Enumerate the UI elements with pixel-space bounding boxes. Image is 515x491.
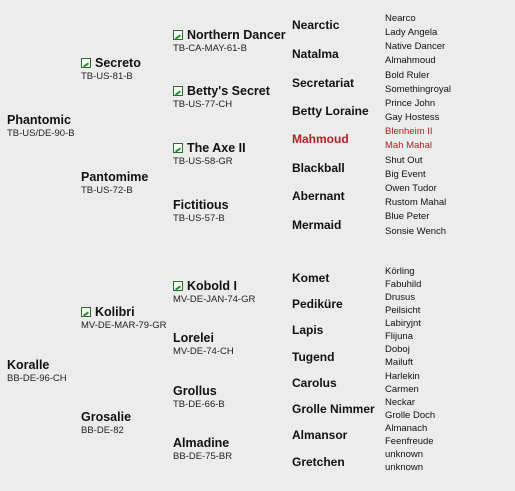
- horse-name[interactable]: Carmen: [385, 384, 419, 395]
- chart-icon[interactable]: [173, 86, 183, 96]
- horse-code: TB-US-57-B: [173, 213, 225, 224]
- chart-icon[interactable]: [173, 143, 183, 153]
- horse-name[interactable]: Grolle Nimmer: [292, 402, 375, 416]
- horse-name[interactable]: Blackball: [292, 161, 345, 175]
- horse-code: TB-US-58-GR: [173, 156, 233, 167]
- horse-name[interactable]: Doboj: [385, 344, 410, 355]
- horse-name[interactable]: Native Dancer: [385, 41, 446, 52]
- horse-name-highlighted[interactable]: Mah Mahal: [385, 140, 432, 151]
- horse-name[interactable]: Sonsie Wench: [385, 226, 447, 237]
- horse-name[interactable]: Abernant: [292, 189, 345, 203]
- horse-name[interactable]: Tugend: [292, 350, 335, 364]
- horse-name-kolibri[interactable]: Kolibri: [81, 305, 135, 319]
- horse-name[interactable]: Feenfreude: [385, 436, 434, 447]
- horse-name[interactable]: Komet: [292, 271, 330, 285]
- horse-code: TB-US-81-B: [81, 71, 133, 82]
- horse-name[interactable]: Pediküre: [292, 297, 343, 311]
- horse-name[interactable]: Drusus: [385, 292, 416, 303]
- horse-name[interactable]: Flijuna: [385, 331, 413, 342]
- horse-name[interactable]: Betty Loraine: [292, 104, 369, 118]
- horse-name[interactable]: Prince John: [385, 98, 436, 109]
- chart-icon[interactable]: [173, 281, 183, 291]
- chart-icon[interactable]: [81, 307, 91, 317]
- horse-name-northern-dancer[interactable]: Northern Dancer: [173, 28, 286, 42]
- horse-name[interactable]: Gretchen: [292, 455, 345, 469]
- horse-name[interactable]: Rustom Mahal: [385, 197, 447, 208]
- horse-name-secreto[interactable]: Secreto: [81, 56, 141, 70]
- horse-name[interactable]: Almansor: [292, 428, 348, 442]
- chart-icon[interactable]: [173, 30, 183, 40]
- horse-name[interactable]: unknown: [385, 449, 424, 460]
- horse-name-bettys-secret[interactable]: Betty's Secret: [173, 84, 270, 98]
- horse-name[interactable]: Körling: [385, 266, 415, 277]
- horse-name-fictitious[interactable]: Fictitious: [173, 198, 229, 212]
- horse-name-grosalie[interactable]: Grosalie: [81, 410, 132, 424]
- horse-name[interactable]: Blue Peter: [385, 211, 430, 222]
- horse-name[interactable]: Neckar: [385, 397, 416, 408]
- horse-name[interactable]: Somethingroyal: [385, 84, 452, 95]
- horse-name[interactable]: Mailuft: [385, 357, 413, 368]
- horse-name-phantomic[interactable]: Phantomic: [7, 113, 71, 127]
- horse-name[interactable]: Fabuhild: [385, 279, 422, 290]
- horse-code: MV-DE-JAN-74-GR: [173, 294, 256, 305]
- horse-name[interactable]: Natalma: [292, 47, 339, 61]
- horse-name[interactable]: Nearco: [385, 13, 416, 24]
- horse-name[interactable]: Big Event: [385, 169, 426, 180]
- horse-name[interactable]: unknown: [385, 462, 424, 473]
- horse-name-highlighted[interactable]: Blenheim II: [385, 126, 433, 137]
- horse-name-koralle[interactable]: Koralle: [7, 358, 50, 372]
- horse-name[interactable]: Mermaid: [292, 218, 342, 232]
- horse-code: MV-DE-MAR-79-GR: [81, 320, 167, 331]
- chart-icon[interactable]: [81, 58, 91, 68]
- horse-name[interactable]: Grolle Doch: [385, 410, 436, 421]
- horse-name-lorelei[interactable]: Lorelei: [173, 331, 214, 345]
- horse-name[interactable]: Shut Out: [385, 155, 423, 166]
- horse-code: TB-US-77-CH: [173, 99, 233, 110]
- horse-name[interactable]: Harlekin: [385, 371, 420, 382]
- horse-name-grollus[interactable]: Grollus: [173, 384, 217, 398]
- horse-name-almadine[interactable]: Almadine: [173, 436, 230, 450]
- horse-code: TB-CA-MAY-61-B: [173, 43, 247, 54]
- horse-name[interactable]: Almahmoud: [385, 55, 436, 66]
- horse-name[interactable]: Secretariat: [292, 76, 355, 90]
- horse-code: BB-DE-75-BR: [173, 451, 233, 462]
- horse-name-kobold-i[interactable]: Kobold I: [173, 279, 237, 293]
- horse-code: TB-US/DE-90-B: [7, 128, 75, 139]
- horse-code: TB-US-72-B: [81, 185, 133, 196]
- horse-code: BB-DE-82: [81, 425, 124, 436]
- horse-name-pantomime[interactable]: Pantomime: [81, 170, 149, 184]
- horse-name[interactable]: Nearctic: [292, 18, 340, 32]
- horse-name[interactable]: Peilsicht: [385, 305, 421, 316]
- horse-name[interactable]: Lady Angela: [385, 27, 438, 38]
- horse-name[interactable]: Lapis: [292, 323, 324, 337]
- horse-code: MV-DE-74-CH: [173, 346, 234, 357]
- horse-name[interactable]: Almanach: [385, 423, 428, 434]
- horse-name[interactable]: Carolus: [292, 376, 337, 390]
- horse-code: BB-DE-96-CH: [7, 373, 67, 384]
- horse-name[interactable]: Bold Ruler: [385, 70, 430, 81]
- horse-name-highlighted[interactable]: Mahmoud: [292, 132, 349, 146]
- horse-name[interactable]: Labiryjnt: [385, 318, 421, 329]
- horse-name-the-axe-ii[interactable]: The Axe II: [173, 141, 246, 155]
- horse-name[interactable]: Owen Tudor: [385, 183, 437, 194]
- horse-name[interactable]: Gay Hostess: [385, 112, 440, 123]
- horse-code: TB-DE-66-B: [173, 399, 225, 410]
